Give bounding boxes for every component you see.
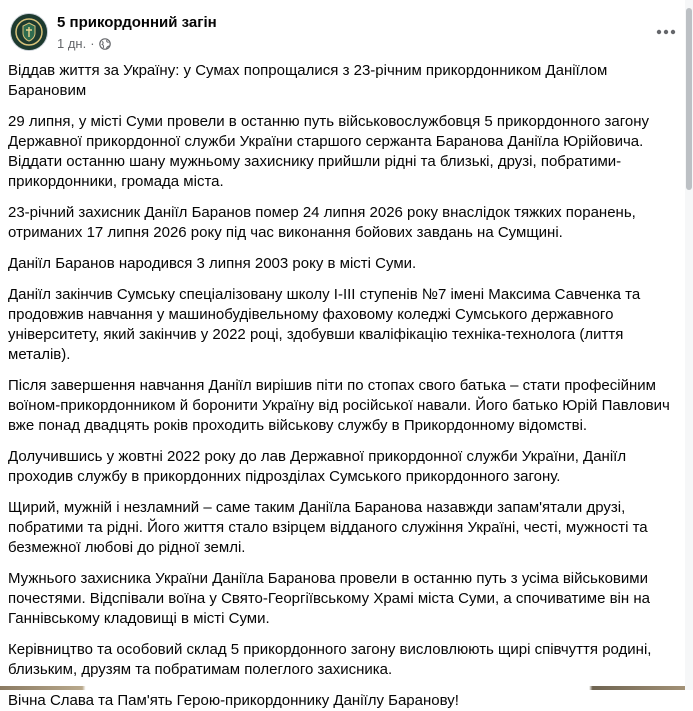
more-options-button[interactable] [652, 18, 680, 46]
post-paragraph: 23-річний захисник Даніїл Баранов помер 24 липня 2026 року внаслідок тяжких поранень, отриманих 17 липня 2026 року під час виконання бойових завдань на Сумщині. [8, 204, 636, 241]
globe-icon[interactable] [99, 38, 111, 50]
scrollbar-thumb[interactable] [686, 8, 692, 190]
post-closing-line: Вічна Слава та Пам'ять Герою-прикордоннику Даніїлу Баранову! [8, 692, 459, 709]
page-name-link[interactable]: 5 прикордонний загін [57, 14, 217, 31]
border-guard-emblem-icon [11, 14, 47, 50]
post-paragraph: Даніїл закінчив Сумську спеціалізовану школу I-III ступенів №7 імені Максима Савченка та продовжив навчання у машинобудівельному фаховому коледжі Сумського державного університету, який закінчив у 2022 році, здобувши кваліфікацію техніка-технолога (лиття металів). [8, 286, 641, 363]
post-paragraph: 29 липня, у місті Суми провели в останню путь військовослужбовця 5 прикордонного загону Державної прикордонної служби України старшого сержанта Баранова Даніїла Юрійовича. Віддати останню шану мужньому захиснику прийшли рідні та близькі, друзі, побратими-прикордонники, громада міста. [8, 113, 649, 190]
meta-separator: · [90, 36, 95, 51]
post-timestamp[interactable]: 1 дн. [57, 36, 87, 51]
more-horizontal-icon [656, 29, 676, 35]
post-paragraph: Даніїл Баранов народився 3 липня 2003 року в місті Суми. [8, 255, 417, 272]
post-header [0, 0, 693, 58]
post-body [8, 61, 678, 711]
post-paragraph: Мужнього захисника України Даніїла Баранова провели в останню путь з усіма військовими почестями. Відспівали воїна у Свято-Георгіївському Храмі міста Суми, а спочиватиме він на Ганнівському кладовищі в місті Суми. [8, 570, 650, 627]
post-paragraph: Керівництво та особовий склад 5 прикордонного загону висловлюють щирі співчуття родині, близьким, друзям та побратимам полеглого захисника. [8, 641, 652, 678]
post-paragraph: Долучившись у жовтні 2022 року до лав Державної прикордонної служби України, Даніїл проходив службу в прикордонних підрозділах Сумського прикордонного загону. [8, 448, 627, 485]
post-headline: Віддав життя за Україну: у Сумах попрощалися з 23-річним прикордонником Даніїлом Барановим [8, 62, 608, 99]
post-meta [57, 36, 111, 51]
page-avatar[interactable] [10, 13, 48, 51]
post-photo-preview-edge[interactable] [0, 686, 685, 690]
post-paragraph: Після завершення навчання Даніїл вирішив піти по стопах свого батька – стати професійним воїном-прикордонником й боронити Україну від російської навали. Його батько Юрій Павлович вже понад двадцять років проходить військову службу в Прикордонному відомстві. [8, 377, 670, 434]
post-paragraph: Щирий, мужній і незламний – саме таким Даніїла Баранова назавжди запам'ятали друзі, побратими та рідні. Його життя стало взірцем відданого служіння Україні, честі, мужності та безмежної любові до рідної землі. [8, 499, 648, 556]
